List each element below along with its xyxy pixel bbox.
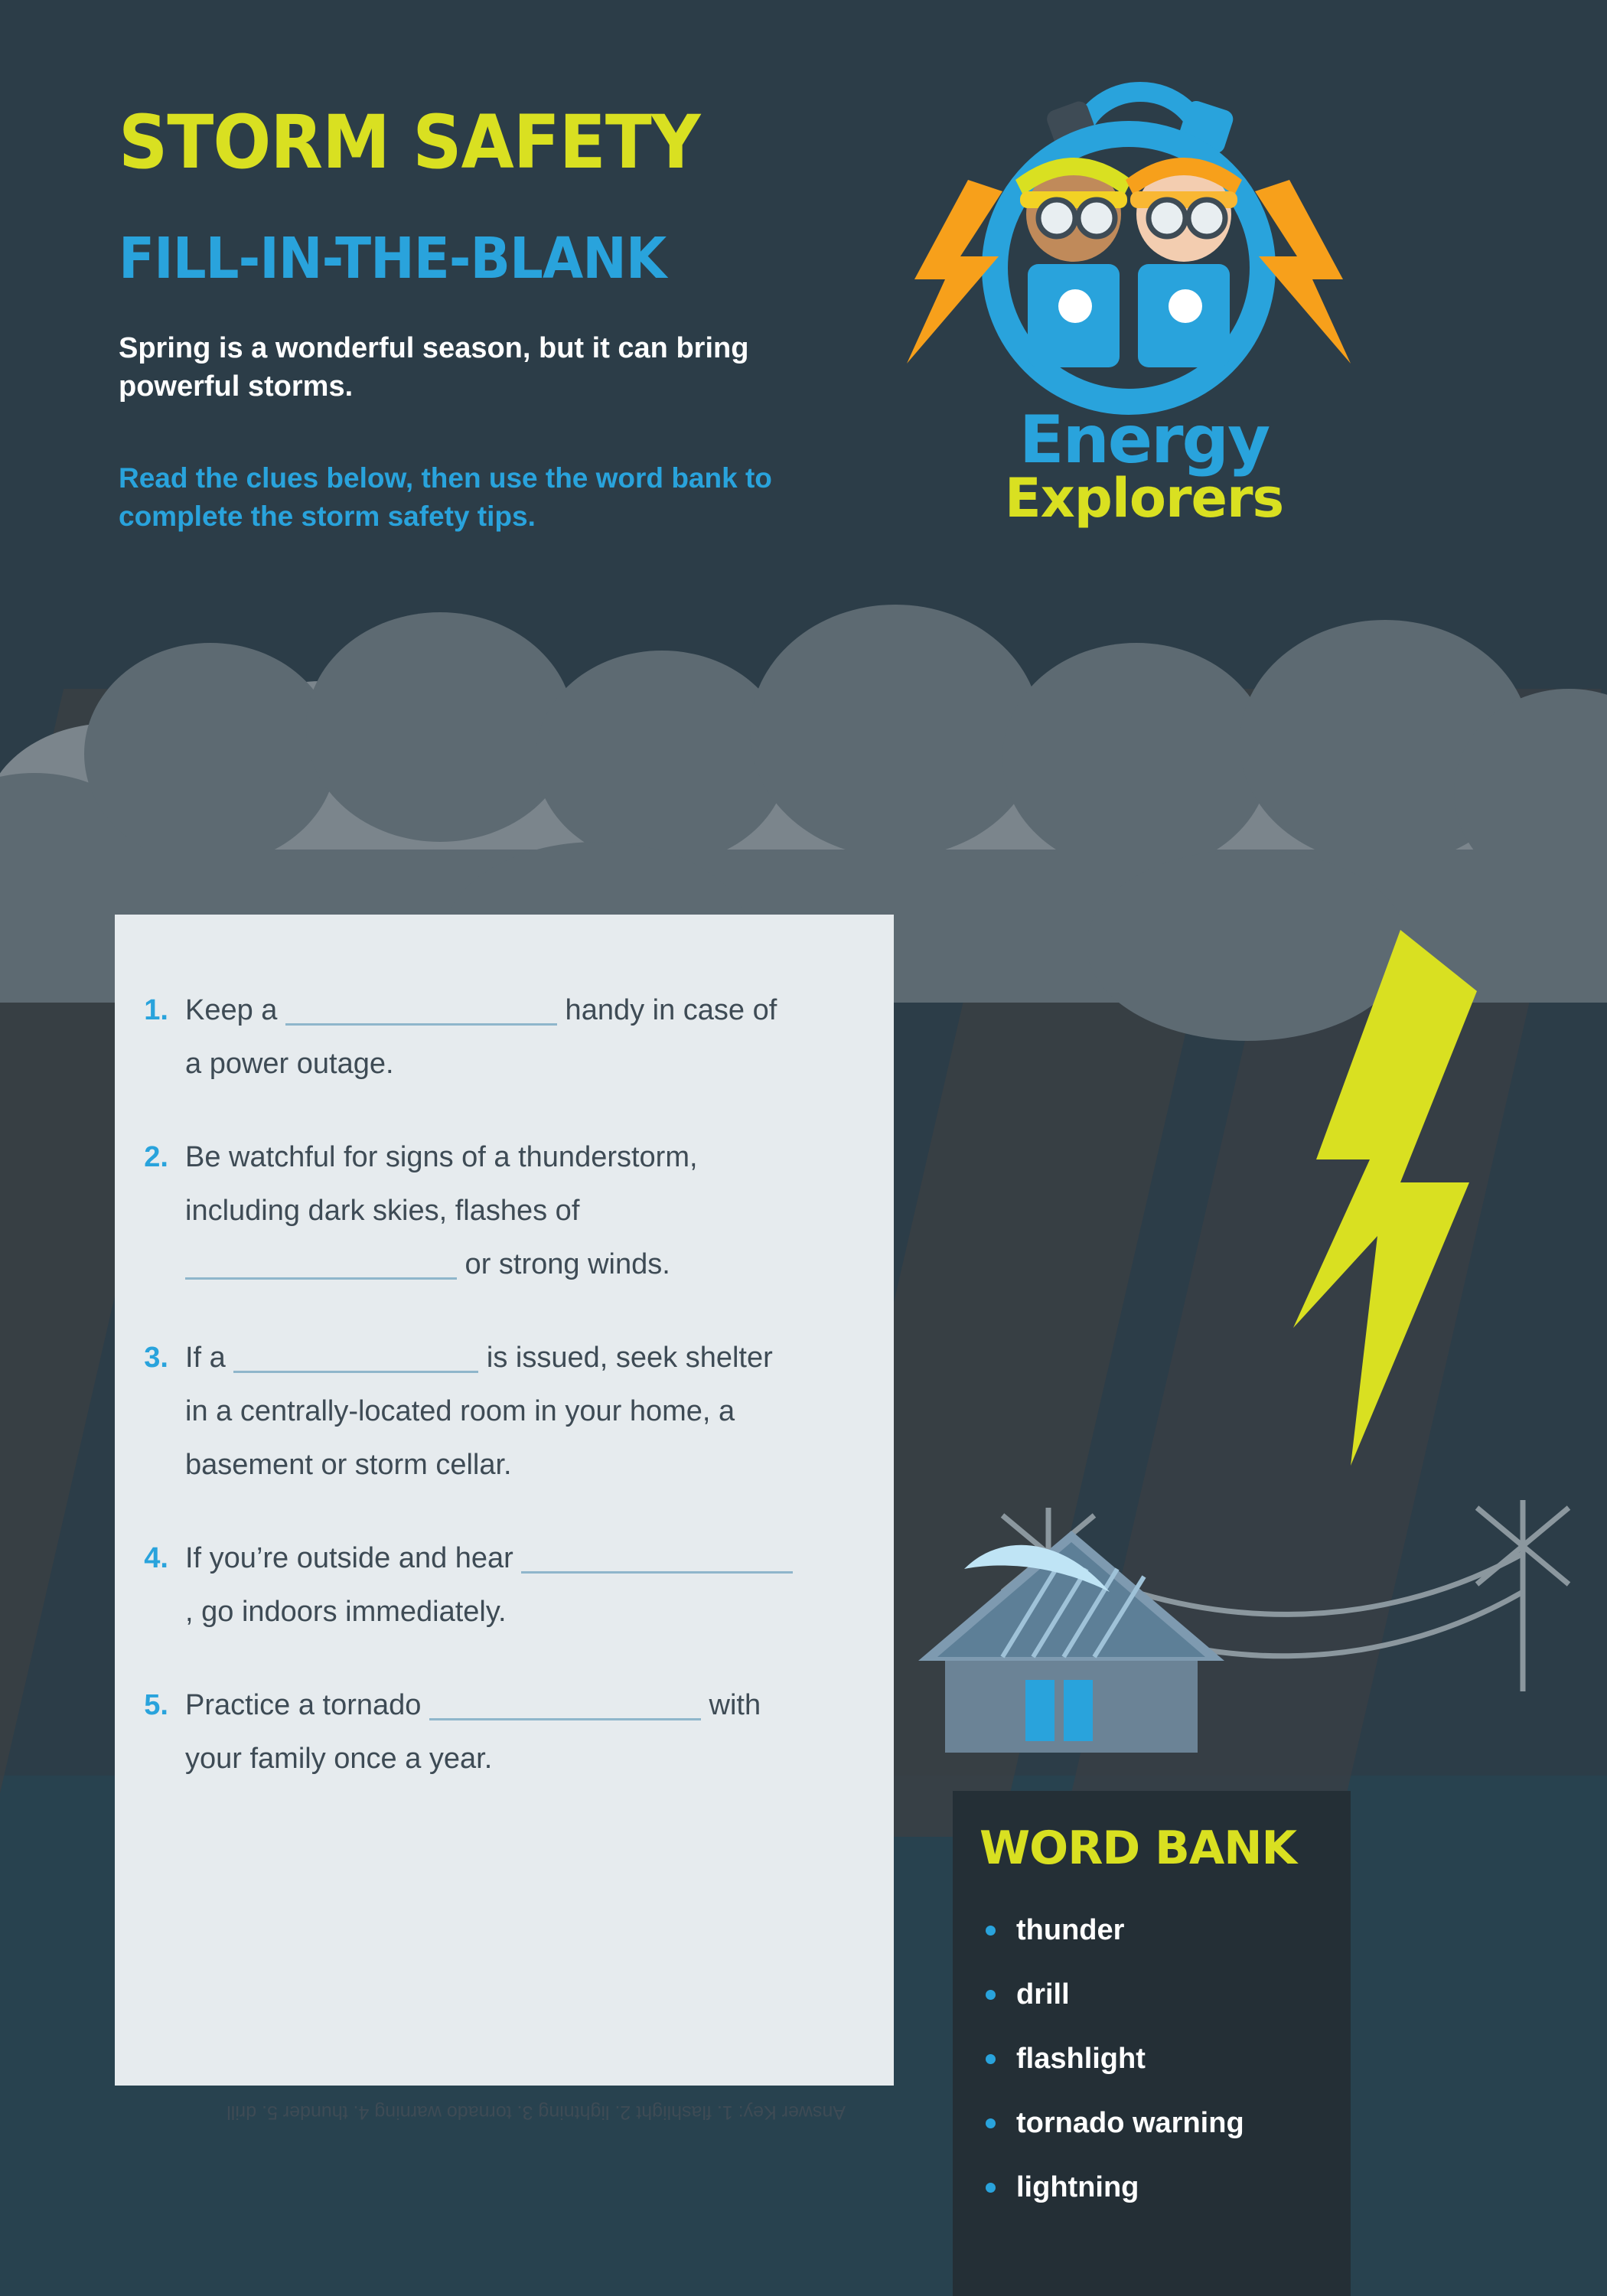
poster-header	[0, 0, 1607, 612]
question-text-before: If you’re outside and hear	[185, 1542, 522, 1574]
lightning-bolt-icon	[1286, 930, 1477, 1466]
answer-blank[interactable]	[521, 1536, 793, 1574]
logo-text-explorers: Explorers	[1004, 467, 1284, 530]
page-title: STORM SAFETY	[119, 99, 700, 185]
question-number: 5.	[144, 1689, 168, 1721]
question-text	[185, 983, 797, 1091]
list-item	[980, 2091, 1332, 2155]
word-bank-word: flashlight	[1016, 2043, 1146, 2075]
bullet-icon	[986, 1990, 996, 2000]
question-number: 3.	[144, 1342, 168, 1374]
question-item	[115, 983, 848, 1091]
answer-blank[interactable]	[429, 1683, 701, 1720]
bullet-icon	[986, 2118, 996, 2128]
question-number: 4.	[144, 1542, 168, 1574]
question-text-after: , go indoors immediately.	[185, 1596, 507, 1628]
question-number: 1.	[144, 994, 168, 1026]
question-item	[115, 1331, 848, 1492]
question-text-after: handy in case of a power outage.	[185, 994, 777, 1080]
question-text-before: Keep a	[185, 994, 285, 1026]
word-bank-word: lightning	[1016, 2171, 1139, 2203]
house-illustration	[911, 1523, 1232, 1760]
answer-blank[interactable]	[185, 1242, 457, 1280]
page-subtitle: FILL-IN-THE-BLANK	[119, 226, 667, 292]
question-text-after: with your family once a year.	[185, 1689, 761, 1775]
energy-explorers-logo	[853, 73, 1404, 578]
question-item	[115, 1130, 848, 1291]
question-text-before: If a	[185, 1342, 234, 1374]
word-bank-panel	[953, 1791, 1351, 2296]
bullet-icon	[986, 1926, 996, 1936]
word-bank-list	[980, 1898, 1332, 2219]
logo-text-energy: Energy	[1019, 402, 1270, 478]
answer-key: Answer Key: 1. flashlight 2. lightning 3. tornado warning 4. thunder 5. drill	[227, 2102, 846, 2123]
question-item	[115, 1531, 848, 1639]
intro-text: Spring is a wonderful season, but it can bring powerful storms.	[119, 332, 749, 403]
list-item	[980, 1898, 1332, 1962]
question-text	[185, 1331, 797, 1492]
word-bank-word: thunder	[1016, 1914, 1125, 1946]
instructions-text: Read the clues below, then use the word bank to complete the storm safety tips.	[119, 462, 772, 532]
question-text	[185, 1678, 797, 1786]
question-list	[115, 915, 894, 2001]
answer-blank[interactable]	[233, 1336, 478, 1373]
bullet-icon	[986, 2183, 996, 2193]
question-item	[115, 1678, 848, 1786]
question-text-after: is issued, seek shelter in a centrally-located room in your home, a basement or storm cellar.	[185, 1342, 773, 1481]
answer-blank[interactable]	[285, 988, 557, 1026]
word-bank-word: tornado warning	[1016, 2107, 1244, 2139]
question-text-before: Be watchful for signs of a thunderstorm, including dark skies, flashes of	[185, 1141, 698, 1227]
list-item	[980, 1962, 1332, 2027]
question-text	[185, 1130, 797, 1291]
question-text	[185, 1531, 797, 1639]
list-item	[980, 2027, 1332, 2091]
word-bank-title: WORD BANK	[980, 1821, 1296, 1875]
word-bank-word: drill	[1016, 1978, 1070, 2011]
worksheet-card	[115, 915, 894, 2086]
bullet-icon	[986, 2054, 996, 2064]
list-item	[980, 2155, 1332, 2219]
question-text-before: Practice a tornado	[185, 1689, 429, 1721]
question-number: 2.	[144, 1141, 168, 1173]
question-text-after: or strong winds.	[457, 1248, 670, 1280]
